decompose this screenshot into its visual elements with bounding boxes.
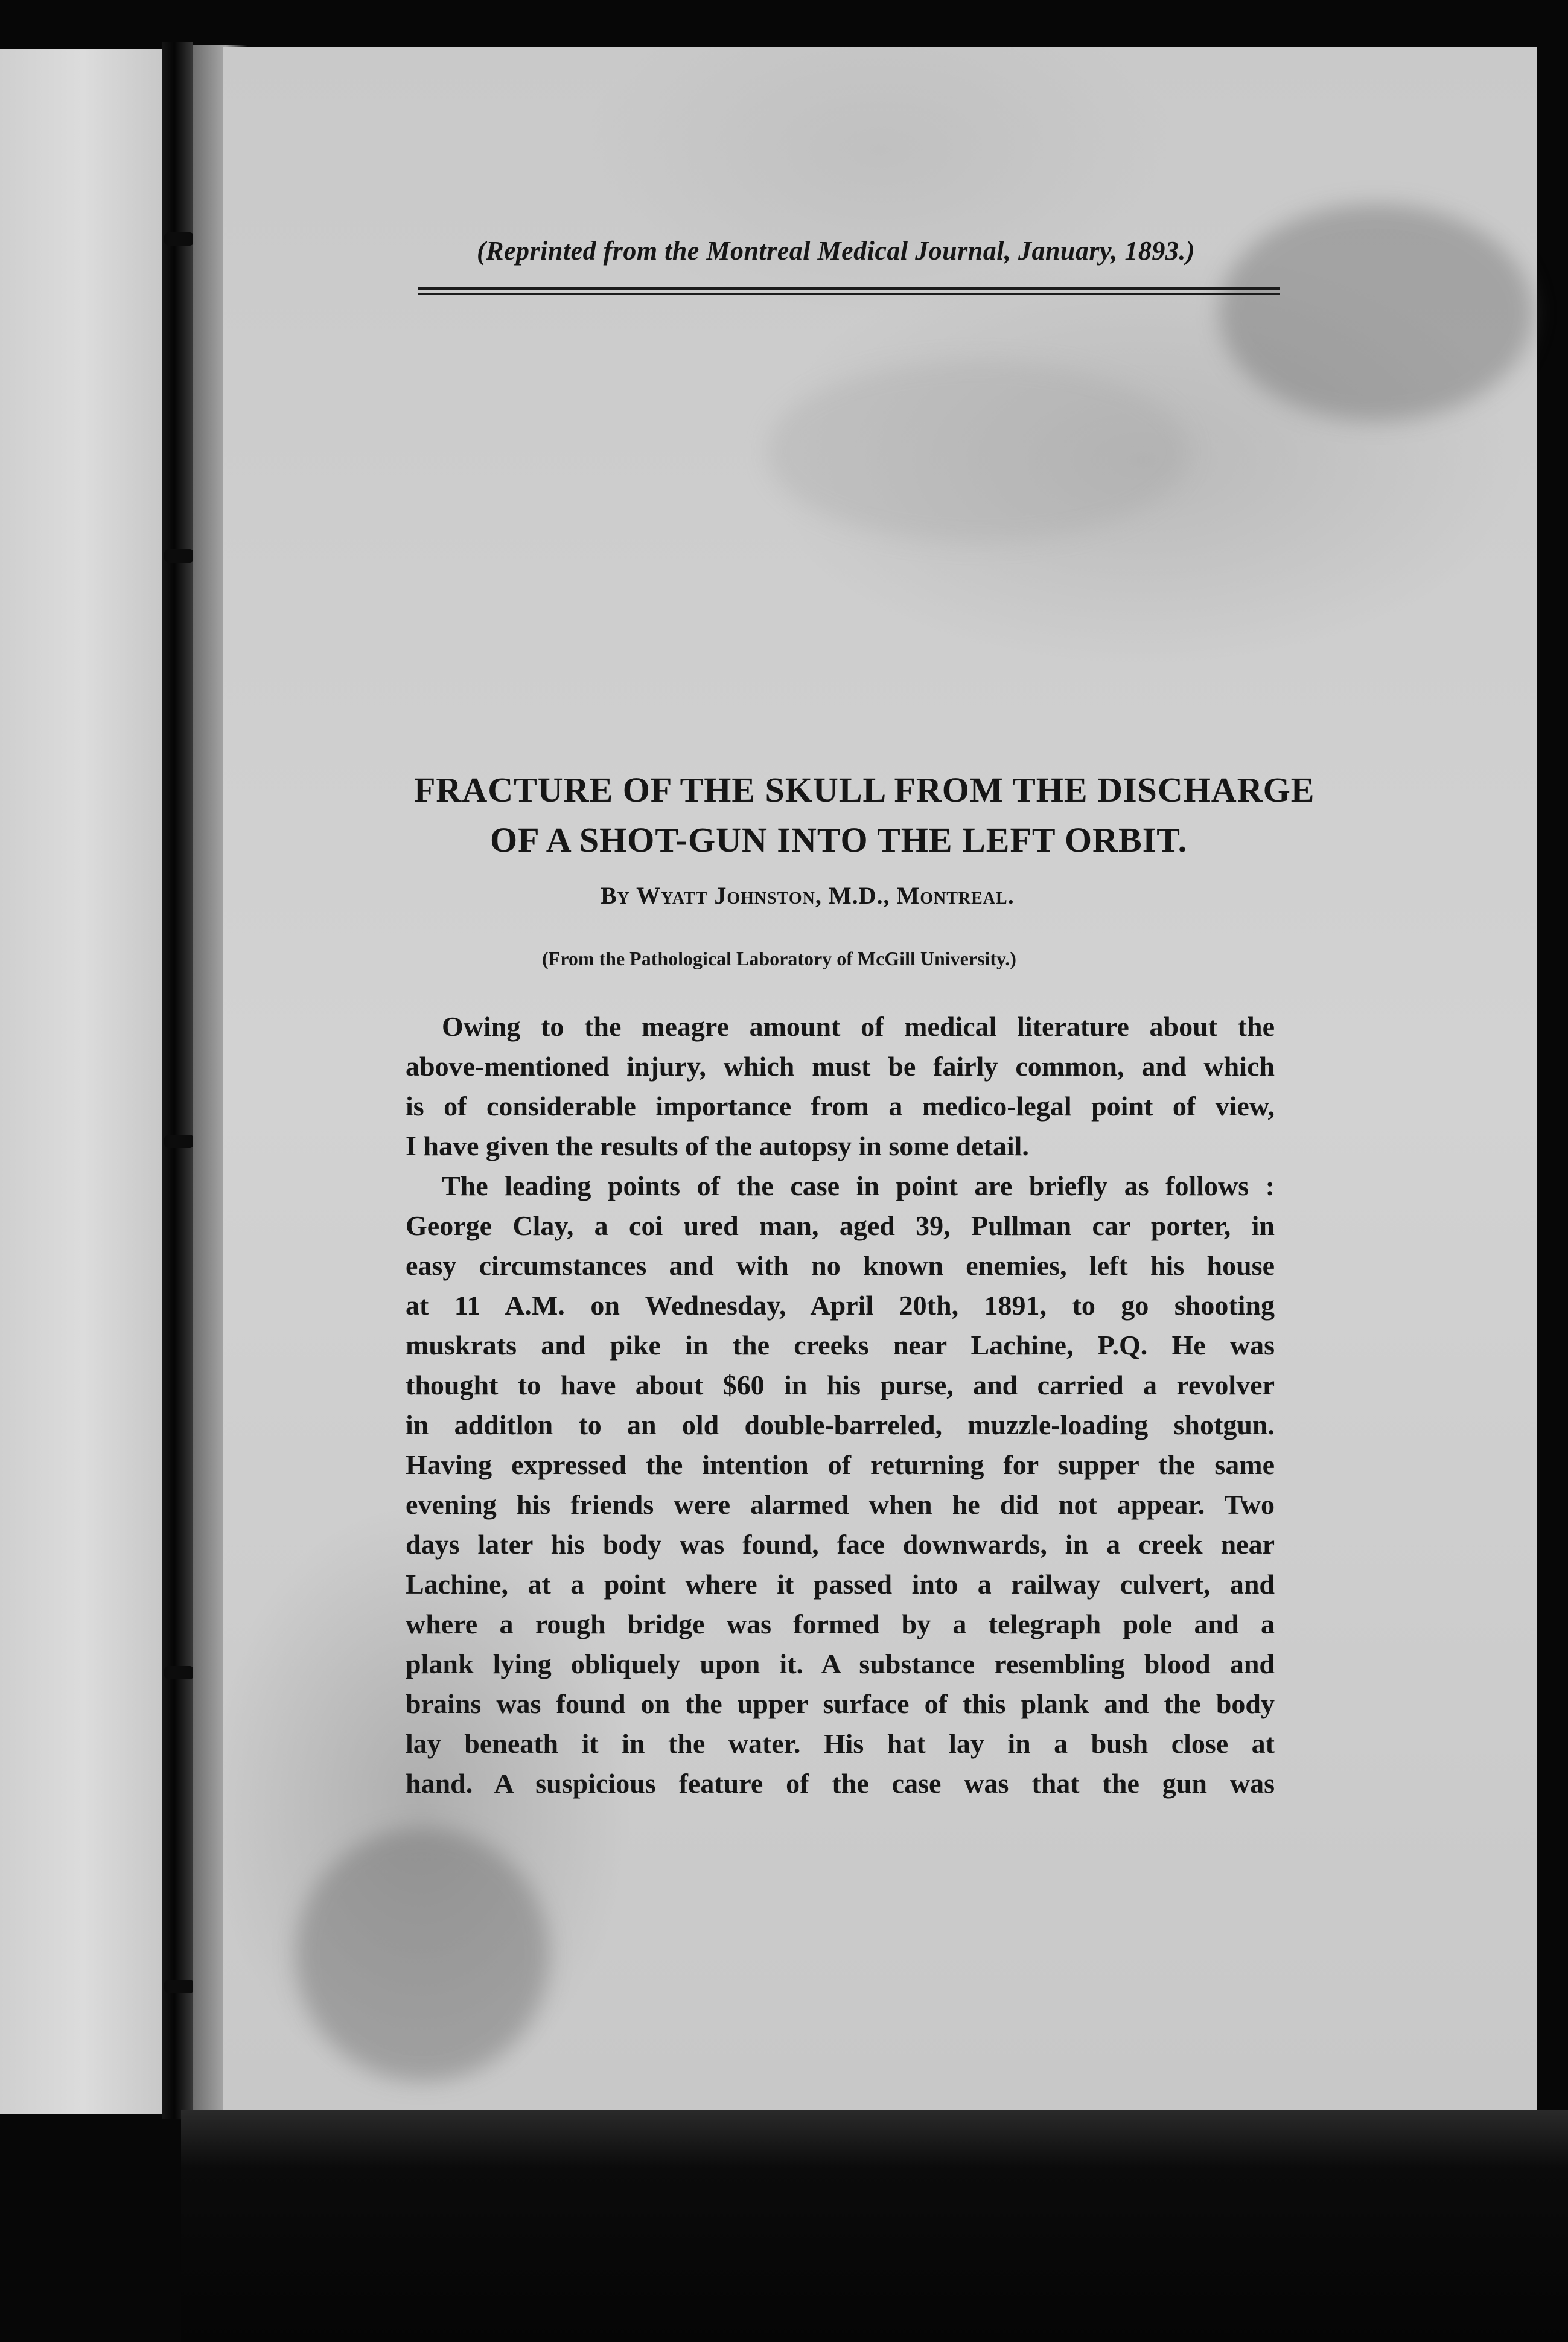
body-line: George Clay, a coi ured man, aged 39, Pullman car porter, in <box>406 1210 1275 1241</box>
body-line: hand. A suspicious feature of the case was that the gun was <box>406 1768 1275 1799</box>
body-line: Lachine, at a point where it passed into a railway culvert, and <box>406 1569 1275 1600</box>
body-line: Owing to the meagre amount of medical literature about the <box>442 1011 1275 1042</box>
body-line: I have given the results of the autopsy in some detail. <box>406 1131 1029 1161</box>
header-rule <box>418 293 1280 295</box>
body-line: thought to have about $60 in his purse, and carried a revolver <box>406 1370 1275 1400</box>
binding-stitch <box>164 1135 194 1148</box>
water-stain <box>766 361 1189 542</box>
body-line: plank lying obliquely upon it. A substance resembling blood and <box>406 1648 1275 1679</box>
body-line: where a rough bridge was formed by a telegraph pole and a <box>406 1609 1275 1639</box>
body-line: Having expressed the intention of returning for supper the same <box>406 1449 1275 1480</box>
body-line: days later his body was found, face downwards, in a creek near <box>406 1529 1275 1560</box>
body-line: is of considerable importance from a medico-legal point of view, <box>406 1091 1275 1122</box>
book-binding <box>162 42 193 2119</box>
reprint-note: (Reprinted from the Montreal Medical Journal, January, 1893.) <box>477 236 1196 266</box>
author-affiliation: (From the Pathological Laboratory of McGill University.) <box>542 948 1016 969</box>
scan-bottom-shadow <box>181 2110 1568 2342</box>
article-title-line: FRACTURE OF THE SKULL FROM THE DISCHARGE <box>414 770 1315 809</box>
header-rule <box>418 287 1280 290</box>
body-line: lay beneath it in the water. His hat lay in a bush close at <box>406 1728 1275 1759</box>
binding-stitch <box>164 549 194 563</box>
binding-stitch <box>164 1666 194 1679</box>
body-line: muskrats and pike in the creeks near Lachine, P.Q. He was <box>406 1330 1275 1361</box>
body-line: The leading points of the case in point are briefly as follows : <box>442 1170 1275 1201</box>
author-byline: By Wyatt Johnston, M.D., Montreal. <box>601 882 1015 909</box>
body-line: above-mentioned injury, which must be fairly common, and which <box>406 1051 1275 1082</box>
binding-stitch <box>164 1980 194 1993</box>
binding-stitch <box>164 232 194 246</box>
water-stain <box>296 1828 549 2081</box>
body-line: brains was found on the upper surface of this plank and the body <box>406 1688 1275 1719</box>
body-line: in additlon to an old double-barreled, muzzle-loading shotgun. <box>406 1409 1275 1440</box>
body-line: easy circumstances and with no known enemies, left his house <box>406 1250 1275 1281</box>
article-title-line: OF A SHOT-GUN INTO THE LEFT ORBIT. <box>490 820 1188 860</box>
water-stain <box>1219 204 1533 421</box>
article-body <box>406 1007 1275 1804</box>
body-line: evening his friends were alarmed when he did not appear. Two <box>406 1489 1275 1520</box>
body-line: at 11 A.M. on Wednesday, April 20th, 1891, to go shooting <box>406 1290 1275 1321</box>
